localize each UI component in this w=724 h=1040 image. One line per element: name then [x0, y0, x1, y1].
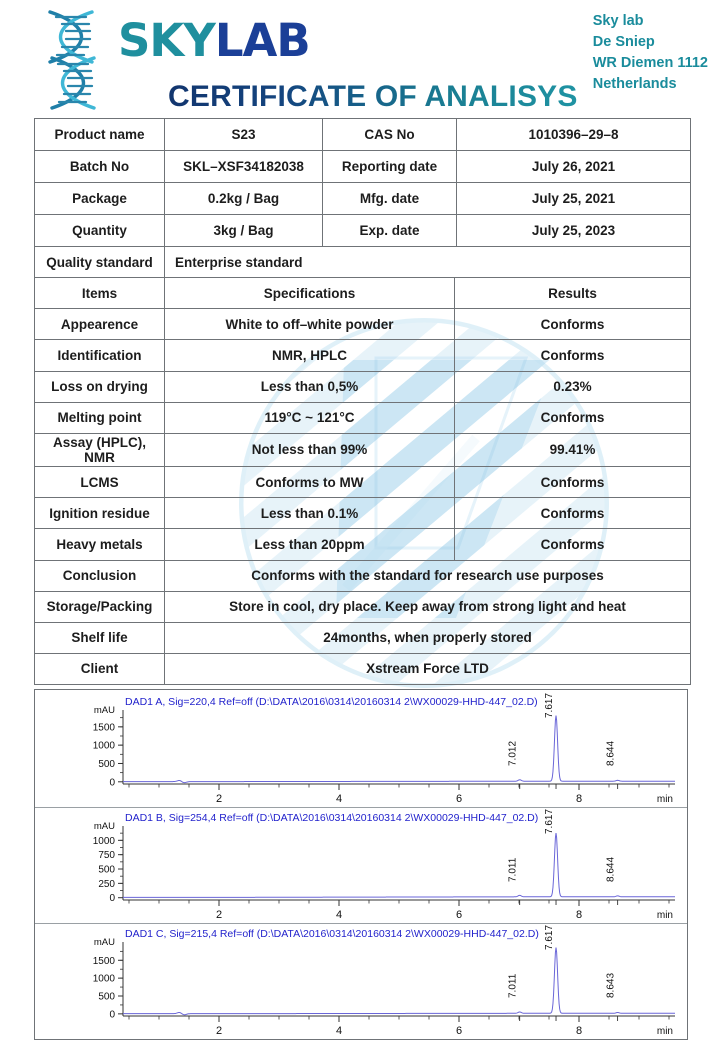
y-tick-label: 750 — [98, 849, 115, 861]
chromatogram-title: DAD1 B, Sig=254,4 Ref=off (D:\DATA\2016\0314\20160314 2\WX00029-HHD-447_02.D) — [125, 811, 539, 824]
x-tick-label: 6 — [455, 908, 463, 921]
page-header — [0, 0, 724, 118]
dna-helix-logo-icon — [36, 8, 112, 112]
spec-result: Conforms — [455, 340, 691, 371]
spec-specification: Less than 20ppm — [165, 529, 455, 560]
chromatogram-panel-a — [35, 692, 687, 807]
y-axis-label: mAU — [93, 936, 115, 948]
spec-header-specifications: Specifications — [165, 278, 455, 309]
spec-item: Assay (HPLC), NMR — [35, 433, 165, 466]
product-label: Mfg. date — [323, 183, 457, 215]
footer-value: Store in cool, dry place. Keep away from strong light and heat — [165, 591, 691, 622]
footer-info-table — [34, 560, 691, 685]
product-value: 1010396–29–8 — [457, 119, 691, 151]
table-row — [35, 433, 691, 466]
y-tick-label: 0 — [109, 776, 115, 788]
y-tick-label: 1000 — [92, 835, 115, 847]
footer-value: Conforms with the standard for research use purposes — [165, 560, 691, 591]
product-value: July 25, 2023 — [457, 215, 691, 247]
quality-standard-value: Enterprise standard — [165, 247, 691, 278]
page-title: CERTIFICATE OF ANALISYS — [168, 80, 578, 113]
spec-specification: Conforms to MW — [165, 466, 455, 497]
table-row — [35, 371, 691, 402]
spec-specification: NMR, HPLC — [165, 340, 455, 371]
y-axis-label: mAU — [93, 704, 115, 716]
spec-result: Conforms — [455, 309, 691, 340]
x-tick-label: 6 — [455, 1024, 463, 1037]
product-label: Package — [35, 183, 165, 215]
product-value: 3kg / Bag — [165, 215, 323, 247]
peak-retention-time-label: 7.011 — [507, 857, 519, 882]
spec-item: Heavy metals — [35, 529, 165, 560]
x-tick-label: 8 — [575, 908, 583, 921]
x-tick-label: 4 — [335, 792, 343, 805]
peak-retention-time-label: 8.644 — [605, 856, 617, 882]
spec-item: Melting point — [35, 402, 165, 433]
peak-retention-time-label: 8.643 — [605, 972, 617, 998]
footer-label: Shelf life — [35, 622, 165, 653]
table-row — [35, 183, 691, 215]
table-row — [35, 653, 691, 684]
chromatogram-trace — [123, 715, 675, 782]
chromatogram-title: DAD1 A, Sig=220,4 Ref=off (D:\DATA\2016\0314\20160314 2\WX00029-HHD-447_02.D) — [125, 695, 538, 708]
table-row — [35, 247, 691, 278]
footer-value: Xstream Force LTD — [165, 653, 691, 684]
y-tick-label: 1000 — [92, 973, 115, 985]
product-value: July 26, 2021 — [457, 151, 691, 183]
table-row — [35, 119, 691, 151]
peak-retention-time-label: 7.617 — [544, 808, 556, 834]
spec-specification: Not less than 99% — [165, 433, 455, 466]
quality-standard-table — [34, 246, 691, 278]
x-tick-label: 2 — [215, 1024, 223, 1037]
x-tick-label: 4 — [335, 1024, 343, 1037]
certificate-tables — [34, 118, 690, 685]
company-address — [593, 11, 708, 95]
product-value: SKL–XSF34182038 — [165, 151, 323, 183]
table-row — [35, 498, 691, 529]
spec-header-items: Items — [35, 278, 165, 309]
spec-item: Appearence — [35, 309, 165, 340]
spec-result: Conforms — [455, 466, 691, 497]
specifications-table — [34, 277, 691, 561]
chromatogram-trace — [123, 833, 675, 897]
brand-logo — [118, 14, 310, 67]
brand-logo-lab: LAB — [214, 14, 310, 67]
table-row — [35, 309, 691, 340]
chromatogram-trace — [123, 947, 675, 1014]
y-axis-label: mAU — [93, 820, 115, 832]
spec-item: LCMS — [35, 466, 165, 497]
footer-label: Client — [35, 653, 165, 684]
spec-result: 0.23% — [455, 371, 691, 402]
spec-item: Loss on drying — [35, 371, 165, 402]
table-row — [35, 529, 691, 560]
table-row — [35, 340, 691, 371]
peak-retention-time-label: 7.617 — [544, 692, 556, 718]
chromatogram-panel-b — [35, 807, 687, 923]
table-row — [35, 622, 691, 653]
product-value: 0.2kg / Bag — [165, 183, 323, 215]
table-row — [35, 402, 691, 433]
x-tick-label: 6 — [455, 792, 463, 805]
brand-logo-sky: SKY — [118, 14, 215, 67]
x-tick-label: 8 — [575, 1024, 583, 1037]
y-tick-label: 1500 — [92, 955, 115, 967]
x-tick-label: 4 — [335, 908, 343, 921]
y-tick-label: 0 — [109, 1008, 115, 1020]
chromatogram-panel-c — [35, 923, 687, 1039]
x-tick-label: 2 — [215, 792, 223, 805]
x-tick-label: 8 — [575, 792, 583, 805]
product-label: Product name — [35, 119, 165, 151]
footer-value: 24months, when properly stored — [165, 622, 691, 653]
product-label: Quantity — [35, 215, 165, 247]
product-label: Batch No — [35, 151, 165, 183]
spec-item: Identification — [35, 340, 165, 371]
table-row — [35, 591, 691, 622]
product-label: Exp. date — [323, 215, 457, 247]
spec-specification: Less than 0.1% — [165, 498, 455, 529]
spec-specification: White to off–white powder — [165, 309, 455, 340]
footer-label: Conclusion — [35, 560, 165, 591]
spec-header-results: Results — [455, 278, 691, 309]
spec-item: Ignition residue — [35, 498, 165, 529]
address-line-4: Netherlands — [592, 76, 677, 92]
footer-label: Storage/Packing — [35, 591, 165, 622]
y-tick-label: 1000 — [92, 740, 115, 752]
address-line-2: De Sniep — [592, 34, 655, 50]
table-row — [35, 560, 691, 591]
y-tick-label: 500 — [98, 991, 115, 1002]
y-tick-label: 500 — [98, 758, 115, 770]
product-label: CAS No — [323, 119, 457, 151]
peak-retention-time-label: 8.644 — [605, 740, 617, 766]
peak-retention-time-label: 7.011 — [507, 973, 519, 998]
x-axis-label: min — [656, 909, 673, 921]
y-tick-label: 500 — [98, 864, 115, 876]
spec-result: 99.41% — [455, 433, 691, 466]
y-tick-label: 0 — [109, 892, 115, 904]
quality-standard-label: Quality standard — [35, 247, 165, 278]
x-axis-label: min — [656, 793, 673, 805]
spec-header-row — [35, 278, 691, 309]
chromatogram-title: DAD1 C, Sig=215,4 Ref=off (D:\DATA\2016\0314\20160314 2\WX00029-HHD-447_02.D) — [125, 927, 539, 940]
product-label: Reporting date — [323, 151, 457, 183]
product-value: July 25, 2021 — [457, 183, 691, 215]
address-line-1: Sky lab — [592, 13, 644, 29]
product-value: S23 — [165, 119, 323, 151]
y-tick-label: 250 — [98, 878, 115, 890]
table-row — [35, 466, 691, 497]
spec-result: Conforms — [455, 498, 691, 529]
spec-result: Conforms — [455, 529, 691, 560]
peak-retention-time-label: 7.617 — [544, 924, 556, 950]
chromatogram-panels — [34, 689, 688, 1040]
table-row — [35, 215, 691, 247]
y-tick-label: 1500 — [92, 721, 115, 733]
table-row — [35, 151, 691, 183]
peak-retention-time-label: 7.012 — [507, 740, 519, 766]
address-line-3: WR Diemen 1112 — [592, 55, 708, 71]
spec-result: Conforms — [455, 402, 691, 433]
x-tick-label: 2 — [215, 908, 223, 921]
spec-specification: Less than 0,5% — [165, 371, 455, 402]
x-axis-label: min — [656, 1025, 673, 1037]
spec-specification: 119°C ~ 121°C — [165, 402, 455, 433]
product-info-table — [34, 118, 691, 247]
